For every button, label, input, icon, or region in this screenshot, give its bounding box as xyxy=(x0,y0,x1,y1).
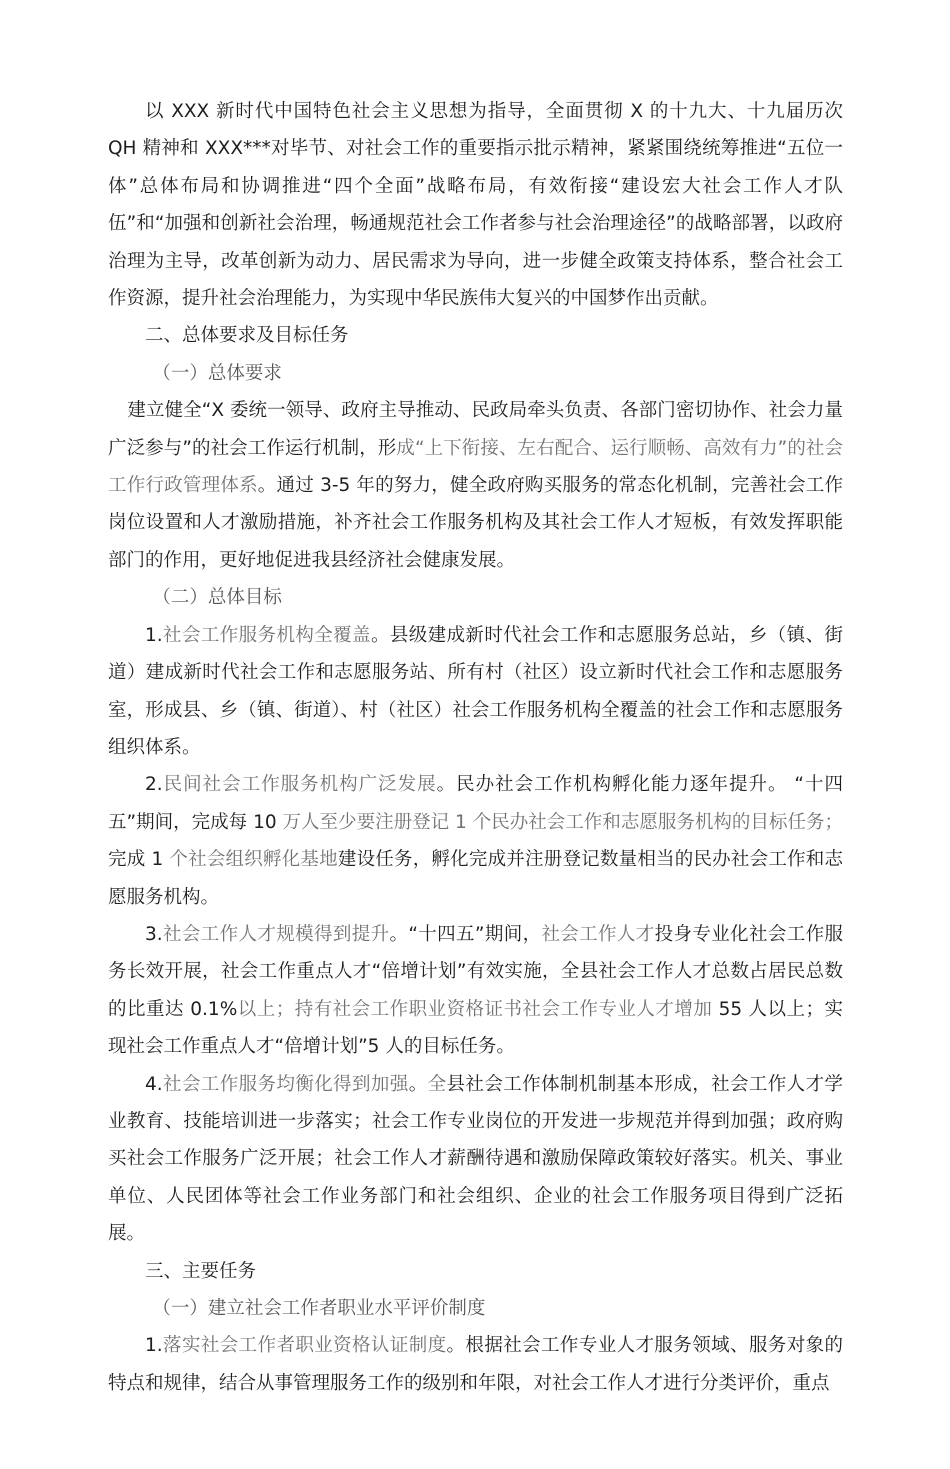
text-run: 1. xyxy=(145,624,163,646)
text-run: 。民办社会工作机构孵化能力逐年提升。 “十四五”期间，完成每 10 xyxy=(108,774,843,833)
body-paragraph xyxy=(108,1327,843,1402)
text-run: 以 XXX 新时代中国特色社会主义思想为指导，全面贯彻 X 的十九大、十九届历次 QH 精神和 XXX***对毕节、对社会工作的重要指示批示精神，紧紧围绕统筹推进“五位一体”总体布局和协调推进“四个全面”战略布局，有效衔接“建设宏大社会工作人才队伍”和“加强和创新社会治理，畅通规范社会工作者参与社会治理途径”的战略部署，以政府治理为主导，改革创新为动力、居民需求为导向，进一步健全政策支持体系，整合社会工作资源，提升社会治理能力，为实现中华民族伟大复兴的中国梦作出贡献。 xyxy=(108,101,843,310)
subsection-heading xyxy=(108,1290,843,1327)
text-run: 完成 1 xyxy=(108,849,170,871)
text-run: 民间社会工作服务机构广泛发展 xyxy=(162,774,437,796)
text-run: 投身专业化社会工作服务长效开展，社会工作重点人才“倍增计划”有效实施，全县社会工作人才总数占居民总数的比重达 0.1% xyxy=(108,923,843,1020)
text-run: 。通过 3-5 年的努力，健全政府购买服务的常态化机制，完善社会工作岗位设置和人才激励措施，补齐社会工作服务机构及其社会工作人才短板，有效发挥职能部门的作用，更好地促进我县经济社会健康发展。 xyxy=(108,475,843,571)
text-run: （一）建立社会工作者职业水平评价制度 xyxy=(152,1298,486,1319)
body-paragraph xyxy=(108,1066,843,1253)
text-run: 。“十四五”期间， xyxy=(389,923,542,945)
subsection-heading xyxy=(108,579,843,616)
text-run: 成“上下衔接、左右配合、运行顺畅、高效有力”的社会工作行政管理体系 xyxy=(108,437,844,497)
text-run: 社会工作人才 xyxy=(541,923,655,945)
text-run: 社会工作服务均衡化得到加强 xyxy=(162,1073,409,1095)
text-run: 县社会工作体制机制基本形成，社会工作人才学业教育、技能培训进一步落实；社会工作专业岗位的开发进一步规范并得到加强；政府购买社会工作服务广泛开展；社会工作人才薪酬待遇和激励保障政策较好落实。机关、事业单位、人民团体等社会工作业务部门和社会组织、企业的社会工作服务项目得到广泛拓展。 xyxy=(108,1073,843,1245)
text-run: 全 xyxy=(427,1073,447,1095)
text-run: 。县级建成新时代社会工作和志愿服务总站，乡（镇、街道）建成新时代社会工作和志愿服务站、所有村（社区）设立新时代社会工作和志愿服务室，形成县、乡（镇、街道）、村（社区）社会工作服务机构全覆盖的社会工作和志愿服务组织体系。 xyxy=(108,624,843,758)
body-paragraph xyxy=(108,617,843,767)
text-run: 社会工作服务机构全覆盖 xyxy=(162,624,371,646)
text-run: 。根据社会工作专业人才服务领域、服务对象的特点和规律，结合从事管理服务工作的级别和年限，对社会工作人才进行分类评价，重点 xyxy=(108,1335,843,1394)
text-run: 二、总体要求及目标任务 xyxy=(145,325,349,347)
text-run: 落实社会工作者职业资格认证制度 xyxy=(162,1335,447,1357)
text-run: 4. xyxy=(145,1073,163,1095)
document-body xyxy=(108,93,843,1402)
text-run: 。 xyxy=(408,1073,428,1095)
section-heading xyxy=(108,1253,843,1290)
text-run: 建设任务，孵化完成并注册登记数量相当的民办社会工作和志愿服务机构。 xyxy=(108,849,843,908)
text-run: （一）总体要求 xyxy=(152,362,282,384)
body-paragraph xyxy=(108,916,843,1066)
body-paragraph xyxy=(108,93,843,317)
text-run: （二）总体目标 xyxy=(152,587,282,609)
text-run: 55 人以上；实现社会工作重点人才“倍增计划”5 人的目标任务。 xyxy=(108,998,843,1058)
text-run: 万人至少要注册登记 1 个民办社会工作和志愿服务机构的目标任务； xyxy=(282,811,843,833)
text-run: 三、主要任务 xyxy=(145,1260,257,1282)
text-run: 建立健全“X 委统一领导、政府主导推动、民政局牵头负责、各部门密切协作、社会力量广泛参与”的社会工作运行机制，形 xyxy=(108,400,843,459)
text-run: 3. xyxy=(145,923,163,945)
text-run: 2. xyxy=(145,774,163,796)
subsection-heading xyxy=(108,355,843,392)
body-paragraph xyxy=(108,392,843,579)
section-heading xyxy=(108,317,843,354)
text-run: 个社会组织孵化基地 xyxy=(169,849,338,871)
text-run: 以上；持有社会工作职业资格证书社会工作专业人才增加 xyxy=(237,998,713,1020)
text-run: 1. xyxy=(145,1335,163,1357)
text-run: 社会工作人才规模得到提升 xyxy=(162,923,390,945)
body-paragraph xyxy=(108,766,843,916)
